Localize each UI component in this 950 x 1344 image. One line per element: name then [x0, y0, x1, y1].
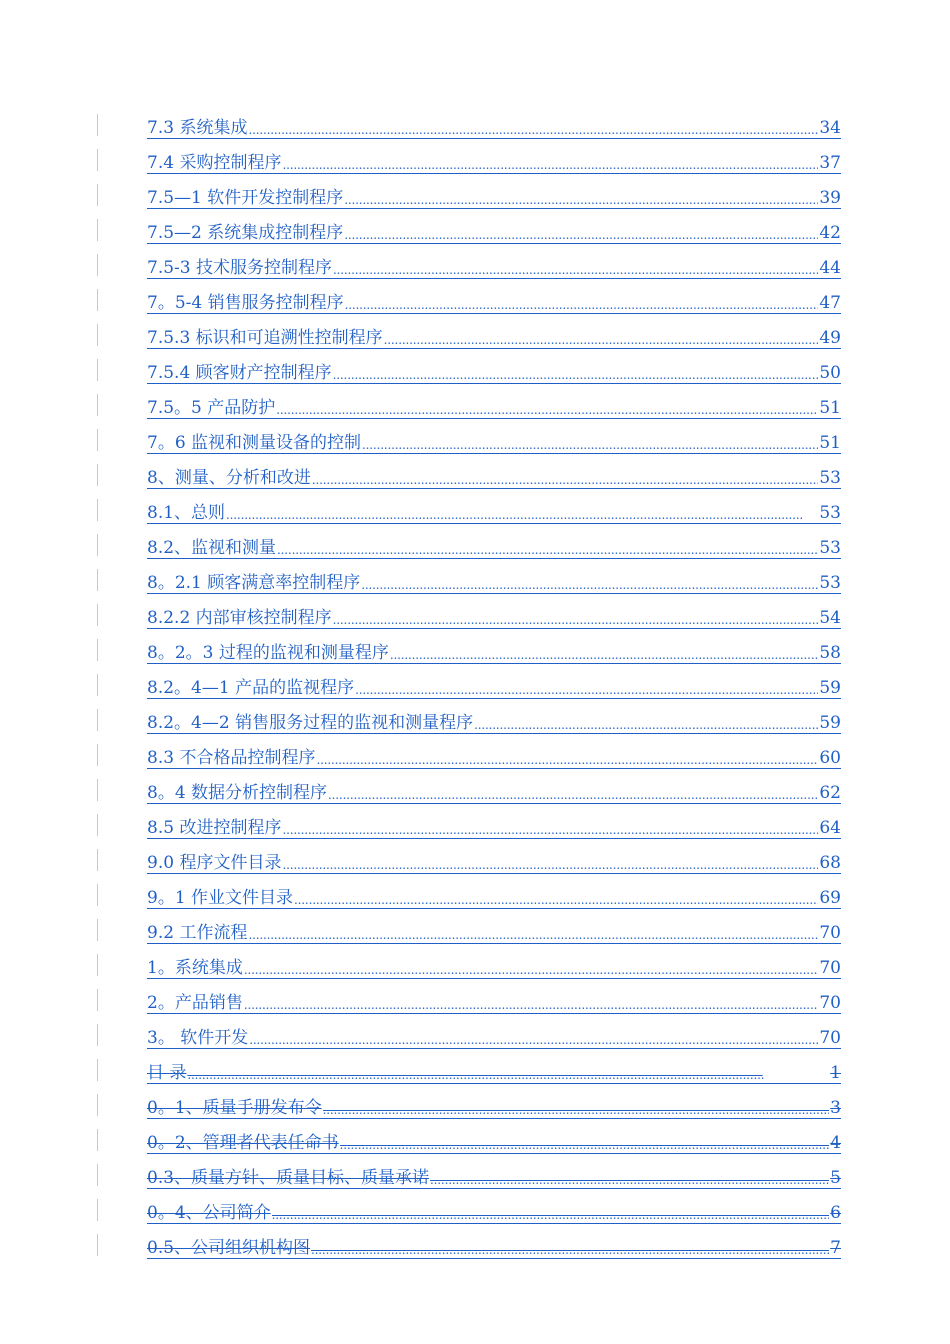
toc-entry-title: 目 录: [147, 1063, 187, 1083]
toc-entry-link[interactable]: [147, 499, 841, 524]
toc-entry-page-number: 58: [819, 643, 841, 663]
toc-entry-title: 7.3 系统集成: [147, 118, 248, 138]
toc-entry: [0, 948, 950, 983]
change-bar: [97, 429, 98, 451]
toc-entry-title: 8。2.1 顾客满意率控制程序: [147, 573, 361, 593]
toc-entry-link[interactable]: [147, 149, 841, 174]
toc-entry-title: 7。5-4 销售服务控制程序: [147, 293, 344, 313]
toc-entry-page-number: 64: [819, 818, 841, 838]
toc-dot-leader: [244, 997, 819, 1013]
change-bar: [97, 499, 98, 521]
toc-entry-link[interactable]: [147, 359, 841, 384]
toc-entry-link[interactable]: [147, 394, 841, 419]
toc-entry-title: 7.5.4 顾客财产控制程序: [147, 363, 332, 383]
toc-entry-page-number: 5: [830, 1168, 841, 1188]
toc-entry-page-number: 59: [819, 678, 841, 698]
toc-entry-title: 7.5—1 软件开发控制程序: [147, 188, 344, 208]
toc-entry-link[interactable]: [147, 1129, 841, 1154]
toc-entry-title: 8.2。4—2 销售服务过程的监视和测量程序: [147, 713, 474, 733]
change-bar: [97, 604, 98, 626]
change-bar: [97, 779, 98, 801]
toc-entry-title: 8、测量、分析和改进: [147, 468, 311, 488]
change-bar: [97, 569, 98, 591]
toc-entry-page-number: 49: [819, 328, 841, 348]
toc-dot-leader: [316, 752, 818, 768]
toc-dot-leader: [333, 367, 819, 383]
toc-dot-leader: [355, 682, 818, 698]
change-bar: [97, 114, 98, 136]
toc-dot-leader: [340, 1137, 830, 1153]
toc-entry-link[interactable]: [147, 254, 841, 279]
toc-dot-leader: [311, 1242, 829, 1258]
toc-entry: [0, 1018, 950, 1053]
change-bar: [97, 849, 98, 871]
toc-dot-leader: [248, 122, 818, 138]
change-bar: [97, 324, 98, 346]
change-bar: [97, 744, 98, 766]
change-bar: [97, 639, 98, 661]
toc-dot-leader: [277, 542, 818, 558]
toc-entry-title: 7.5。5 产品防护: [147, 398, 276, 418]
toc-dot-leader: [282, 822, 818, 838]
toc-entry: [0, 353, 950, 388]
toc-entry-page-number: 53: [819, 573, 841, 593]
toc-entry-link[interactable]: [147, 1234, 841, 1259]
toc-entry-title: 0。1、质量手册发布令: [147, 1098, 322, 1118]
toc-entry: [0, 493, 950, 528]
toc-dot-leader: [187, 1067, 829, 1083]
toc-entry-page-number: 47: [819, 293, 841, 313]
toc-dot-leader: [390, 647, 819, 663]
toc-entry: [0, 283, 950, 318]
toc-entry-title: 8。2。3 过程的监视和测量程序: [147, 643, 389, 663]
toc-entry-page-number: 39: [819, 188, 841, 208]
toc-dot-leader: [248, 927, 818, 943]
toc-dot-leader: [474, 717, 818, 733]
toc-entry: [0, 598, 950, 633]
toc-entry-title: 7.5—2 系统集成控制程序: [147, 223, 344, 243]
change-bar: [97, 1094, 98, 1116]
toc-entry-page-number: 37: [819, 153, 841, 173]
toc-entry-page-number: 53: [819, 468, 841, 488]
toc-entry: [0, 738, 950, 773]
change-bar: [97, 254, 98, 276]
toc-entry-page-number: 70: [819, 993, 841, 1013]
toc-entry-page-number: 70: [819, 1028, 841, 1048]
toc-entry: [0, 528, 950, 563]
change-bar: [97, 1199, 98, 1221]
toc-entry-title: 8。4 数据分析控制程序: [147, 783, 328, 803]
toc-entry-page-number: 1: [830, 1063, 841, 1083]
toc-entry-page-number: 70: [819, 958, 841, 978]
toc-entry-title: 7.5-3 技术服务控制程序: [147, 258, 332, 278]
toc-entry-page-number: 68: [819, 853, 841, 873]
toc-dot-leader: [312, 472, 819, 488]
toc-entry: [0, 808, 950, 843]
toc-dot-leader: [362, 437, 818, 453]
toc-entry-link[interactable]: [147, 1094, 841, 1119]
toc-entry-page-number: 51: [819, 433, 841, 453]
toc-dot-leader: [384, 332, 819, 348]
change-bar: [97, 184, 98, 206]
toc-entry-title: 0.3、质量方针、质量目标、质量承诺: [147, 1168, 430, 1188]
toc-entry-page-number: 50: [819, 363, 841, 383]
change-bar: [97, 919, 98, 941]
toc-entry-title: 1。系统集成: [147, 958, 243, 978]
toc-entry: [0, 1053, 950, 1088]
toc-entry: [0, 248, 950, 283]
toc-entry-link[interactable]: [147, 744, 841, 769]
change-bar: [97, 219, 98, 241]
toc-dot-leader: [328, 787, 818, 803]
toc-entry-link[interactable]: [147, 114, 841, 139]
table-of-contents: [0, 108, 950, 1263]
toc-dot-leader: [276, 402, 818, 418]
toc-entry-link[interactable]: [147, 989, 841, 1014]
toc-entry-title: 9。1 作业文件目录: [147, 888, 294, 908]
change-bar: [97, 464, 98, 486]
toc-entry-title: 8.2、监视和测量: [147, 538, 277, 558]
toc-dot-leader: [333, 612, 819, 628]
toc-dot-leader: [345, 297, 819, 313]
toc-entry-link[interactable]: [147, 884, 841, 909]
toc-entry-link[interactable]: [147, 184, 841, 209]
change-bar: [97, 359, 98, 381]
change-bar: [97, 1024, 98, 1046]
toc-entry-page-number: 3: [830, 1098, 841, 1118]
toc-entry: [0, 913, 950, 948]
toc-dot-leader: [282, 857, 818, 873]
toc-entry-page-number: 62: [819, 783, 841, 803]
toc-dot-leader: [344, 227, 818, 243]
toc-entry-title: 8.2。4—1 产品的监视程序: [147, 678, 355, 698]
change-bar: [97, 534, 98, 556]
toc-entry: [0, 1088, 950, 1123]
toc-entry-link[interactable]: [147, 709, 841, 734]
toc-entry: [0, 318, 950, 353]
toc-entry-title: 8.5 改进控制程序: [147, 818, 282, 838]
change-bar: [97, 394, 98, 416]
toc-entry: [0, 388, 950, 423]
toc-entry: [0, 843, 950, 878]
change-bar: [97, 289, 98, 311]
toc-dot-leader: [333, 262, 818, 278]
toc-entry-title: 2。产品销售: [147, 993, 243, 1013]
toc-entry-title: 9.0 程序文件目录: [147, 853, 282, 873]
change-bar: [97, 1234, 98, 1256]
change-bar: [97, 149, 98, 171]
toc-entry-page-number: 4: [830, 1133, 841, 1153]
toc-entry-page-number: 44: [819, 258, 841, 278]
toc-entry-page-number: 60: [819, 748, 841, 768]
change-bar: [97, 814, 98, 836]
toc-entry-page-number: 42: [819, 223, 841, 243]
toc-entry-link[interactable]: [147, 1199, 841, 1224]
toc-entry-page-number: 6: [830, 1203, 841, 1223]
toc-entry-title: 7。6 监视和测量设备的控制: [147, 433, 362, 453]
toc-entry: [0, 143, 950, 178]
toc-entry-title: 8.2.2 内部审核控制程序: [147, 608, 332, 628]
toc-entry-title: 9.2 工作流程: [147, 923, 248, 943]
toc-entry-page-number: 53: [819, 538, 841, 558]
toc-entry-link[interactable]: [147, 1024, 841, 1049]
toc-entry: [0, 1158, 950, 1193]
toc-entry: [0, 423, 950, 458]
toc-dot-leader: [361, 577, 818, 593]
toc-entry-title: 0.5、公司组织机构图: [147, 1238, 311, 1258]
toc-entry-page-number: 54: [819, 608, 841, 628]
toc-entry-link[interactable]: [147, 464, 841, 489]
toc-entry-title: 3。 软件开发: [147, 1028, 249, 1048]
toc-entry: [0, 983, 950, 1018]
toc-dot-leader: [282, 157, 818, 173]
toc-entry: [0, 458, 950, 493]
toc-entry-link[interactable]: [147, 534, 841, 559]
toc-entry-link[interactable]: [147, 849, 841, 874]
toc-entry-link[interactable]: [147, 639, 841, 664]
toc-entry-title: 8.3 不合格品控制程序: [147, 748, 316, 768]
toc-entry: [0, 668, 950, 703]
toc-entry-title: 7.4 采购控制程序: [147, 153, 282, 173]
toc-entry-link[interactable]: [147, 779, 841, 804]
toc-dot-leader: [430, 1172, 829, 1188]
toc-entry: [0, 108, 950, 143]
toc-dot-leader: [272, 1207, 830, 1223]
change-bar: [97, 709, 98, 731]
toc-dot-leader: [323, 1102, 830, 1118]
toc-entry: [0, 703, 950, 738]
toc-entry-link[interactable]: [147, 674, 841, 699]
change-bar: [97, 989, 98, 1011]
toc-entry: [0, 1228, 950, 1263]
toc-entry: [0, 1123, 950, 1158]
toc-dot-leader: [294, 892, 818, 908]
toc-entry: [0, 1193, 950, 1228]
change-bar: [97, 1164, 98, 1186]
toc-dot-leader: [344, 192, 818, 208]
toc-entry-link[interactable]: [147, 324, 841, 349]
toc-entry-link[interactable]: [147, 289, 841, 314]
toc-entry-page-number: 70: [819, 923, 841, 943]
toc-entry-link[interactable]: [147, 604, 841, 629]
toc-entry-page-number: 7: [830, 1238, 841, 1258]
toc-entry-page-number: 69: [819, 888, 841, 908]
toc-entry-title: 8.1、总则: [147, 503, 226, 523]
toc-entry-link[interactable]: [147, 954, 841, 979]
toc-entry: [0, 633, 950, 668]
toc-entry-page-number: 59: [819, 713, 841, 733]
toc-entry-link[interactable]: [147, 429, 841, 454]
toc-entry-link[interactable]: [147, 569, 841, 594]
toc-entry-page-number: 51: [819, 398, 841, 418]
toc-entry: [0, 563, 950, 598]
toc-entry-title: 0。2、管理者代表任命书: [147, 1133, 339, 1153]
change-bar: [97, 1129, 98, 1151]
toc-dot-leader: [226, 507, 818, 523]
toc-entry-link[interactable]: [147, 814, 841, 839]
change-bar: [97, 674, 98, 696]
change-bar: [97, 954, 98, 976]
toc-entry-link[interactable]: [147, 1164, 841, 1189]
toc-entry-title: 0。4、公司简介: [147, 1203, 271, 1223]
toc-entry-link[interactable]: [147, 1059, 841, 1084]
toc-entry-link[interactable]: [147, 219, 841, 244]
toc-entry-page-number: 53: [819, 503, 841, 523]
toc-entry: [0, 178, 950, 213]
toc-entry-link[interactable]: [147, 919, 841, 944]
toc-entry: [0, 213, 950, 248]
toc-dot-leader: [249, 1032, 818, 1048]
change-bar: [97, 884, 98, 906]
toc-entry-page-number: 34: [819, 118, 841, 138]
toc-entry: [0, 773, 950, 808]
toc-entry: [0, 878, 950, 913]
toc-entry-title: 7.5.3 标识和可追溯性控制程序: [147, 328, 383, 348]
change-bar: [97, 1059, 98, 1081]
toc-dot-leader: [244, 962, 819, 978]
